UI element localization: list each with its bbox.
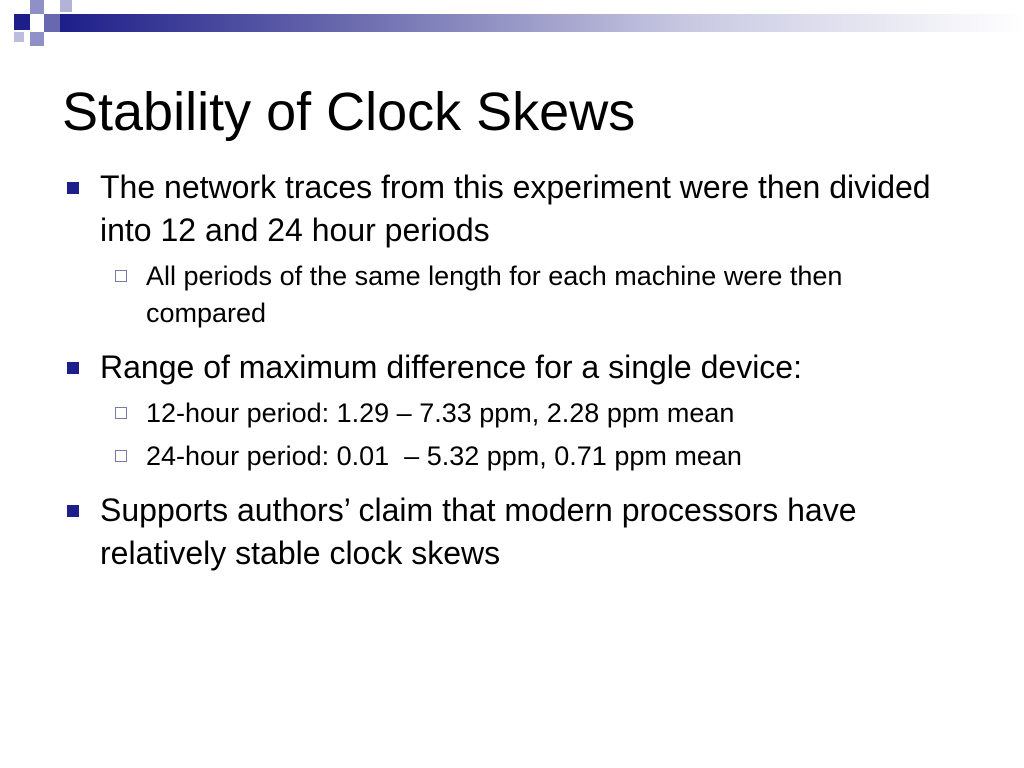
decor-square-5 xyxy=(14,32,24,42)
bullet-2-text: Range of maximum difference for a single device: xyxy=(100,349,802,385)
sub-bullet-2-2-text: 24-hour period: 0.01 – 5.32 ppm, 0.71 ppm mean xyxy=(146,441,742,471)
bullet-3 xyxy=(62,489,962,575)
hollow-square-bullet-icon xyxy=(115,407,127,419)
bullet-1 xyxy=(62,166,962,252)
sub-bullet-1-1 xyxy=(146,258,962,332)
decor-square-6 xyxy=(60,0,72,12)
decor-square-3 xyxy=(44,14,60,32)
sub-bullet-2-1-text: 12-hour period: 1.29 – 7.33 ppm, 2.28 ppm mean xyxy=(146,398,735,428)
slide-title: Stability of Clock Skews xyxy=(62,82,636,142)
header-decoration xyxy=(0,0,1024,60)
bullet-3-text: Supports authors’ claim that modern processors have relatively stable clock skews xyxy=(100,492,857,571)
hollow-square-bullet-icon xyxy=(115,450,127,462)
square-bullet-icon xyxy=(67,362,79,374)
bullet-2 xyxy=(62,346,962,389)
header-gradient-bar xyxy=(60,14,1024,32)
sub-bullet-2-1 xyxy=(146,395,962,432)
slide-content xyxy=(62,166,962,581)
decor-square-4 xyxy=(30,32,44,46)
square-bullet-icon xyxy=(67,182,79,194)
square-bullet-icon xyxy=(67,505,79,517)
bullet-1-text: The network traces from this experiment were then divided into 12 and 24 hour periods xyxy=(100,169,931,248)
decor-square-2 xyxy=(30,0,44,14)
decor-square-1 xyxy=(14,14,30,30)
sub-bullet-2-2 xyxy=(146,438,962,475)
sub-bullet-1-1-text: All periods of the same length for each machine were then compared xyxy=(146,261,843,328)
hollow-square-bullet-icon xyxy=(115,270,127,282)
